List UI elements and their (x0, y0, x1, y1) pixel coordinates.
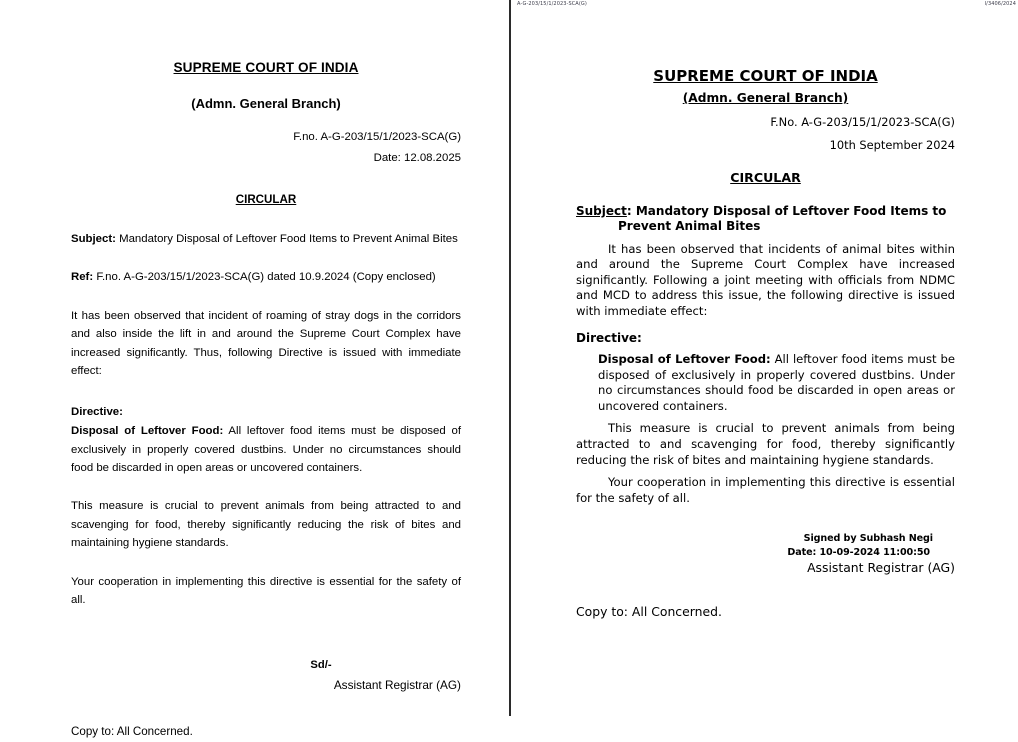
signature-signer: Signed by Subhash Negi (803, 533, 933, 545)
running-head-left: A-G-203/15/1/2023-SCA(G) (517, 1, 587, 7)
page-title: SUPREME COURT OF INDIA (173, 60, 359, 75)
directive-item-text: All leftover food items must be disposed of exclusively in properly covered dustbins. Under no circumstances should food be discarded in open areas or uncovered containers. (71, 425, 461, 474)
directive-heading: Directive: (71, 405, 123, 418)
copy-to-line: Copy to: All Concerned. (576, 604, 722, 620)
file-number: F.no. A-G-203/15/1/2023-SCA(G) (293, 131, 461, 144)
digital-signature-block (576, 533, 955, 576)
directive-item (576, 352, 955, 414)
signature-mark: Sd/- (310, 658, 332, 671)
circular-heading: CIRCULAR (235, 193, 297, 206)
page-subtitle: (Admn. General Branch) (191, 96, 341, 112)
reference-text: F.no. A-G-203/15/1/2023-SCA(G) dated 10.9.2024 (Copy enclosed) (93, 271, 436, 284)
page-title: SUPREME COURT OF INDIA (653, 67, 878, 85)
copy-to-line: Copy to: All Concerned. (71, 725, 193, 739)
subject-text-line-2: Prevent Animal Bites (618, 219, 761, 234)
right-document-body (576, 0, 955, 621)
paragraph-1: It has been observed that incidents of animal bites within and around the Supreme Court Complex have increased significantly. Following a joint meeting with officials from NDMC and MCD to address this issue, the following directive is issued with immediate effect: (576, 241, 955, 318)
subject-text: Mandatory Disposal of Leftover Food Items to Prevent Animal Bites (115, 232, 458, 245)
directive-item-label: Disposal of Leftover Food: (71, 425, 224, 438)
subject-line (576, 204, 955, 235)
signature-role: Assistant Registrar (AG) (333, 677, 461, 692)
running-head-right: I/3406/2024 (984, 1, 1016, 7)
subject-label: Subject: (71, 232, 116, 245)
subject-line (71, 230, 461, 248)
reference-label: Ref: (71, 271, 94, 284)
directive-heading: Directive: (576, 331, 642, 346)
subject-text-line-1: : Mandatory Disposal of Leftover Food Items to (626, 203, 947, 218)
paragraph-2: This measure is crucial to prevent animals from being attracted to and scavenging for food, thereby significantly reducing the risk of bites and maintaining hygiene standards. (576, 421, 955, 467)
paragraph-3: Your cooperation in implementing this directive is essential for the safety of all. (576, 475, 955, 505)
reference-line (71, 268, 461, 286)
subject-label: Subject (576, 203, 627, 218)
right-document-content (511, 0, 1018, 718)
file-number: F.No. A-G-203/15/1/2023-SCA(G) (770, 115, 955, 130)
left-document-page (0, 0, 510, 739)
directive-item-text: All leftover food items must be disposed of exclusively in properly covered dustbins. Under no circumstances should food be discarded in open areas or uncovered containers. (598, 352, 955, 413)
directive-item-label: Disposal of Leftover Food: (598, 352, 771, 367)
left-document-content (71, 0, 461, 742)
signature-timestamp: Date: 10-09-2024 11:00:50 (787, 546, 930, 558)
circular-heading: CIRCULAR (730, 170, 801, 185)
paragraph-3: Your cooperation in implementing this directive is essential for the safety of all. (71, 575, 461, 607)
document-date: 10th September 2024 (829, 137, 955, 152)
signature-role: Assistant Registrar (AG) (807, 559, 955, 575)
paragraph-1: It has been observed that incident of roaming of stray dogs in the corridors and also inside the lift in and around the Supreme Court Complex have increased significantly. Thus, following Directive is issued with immediate effect: (71, 309, 461, 378)
paragraph-2: This measure is crucial to prevent animals from being attracted to and scavenging for food, thereby significantly reducing the risk of bites and maintaining hygiene standards. (71, 500, 461, 550)
document-date: Date: 12.08.2025 (373, 151, 461, 164)
page-subtitle: (Admn. General Branch) (682, 91, 849, 106)
right-document-page (511, 0, 1018, 718)
directive-item (71, 422, 461, 477)
